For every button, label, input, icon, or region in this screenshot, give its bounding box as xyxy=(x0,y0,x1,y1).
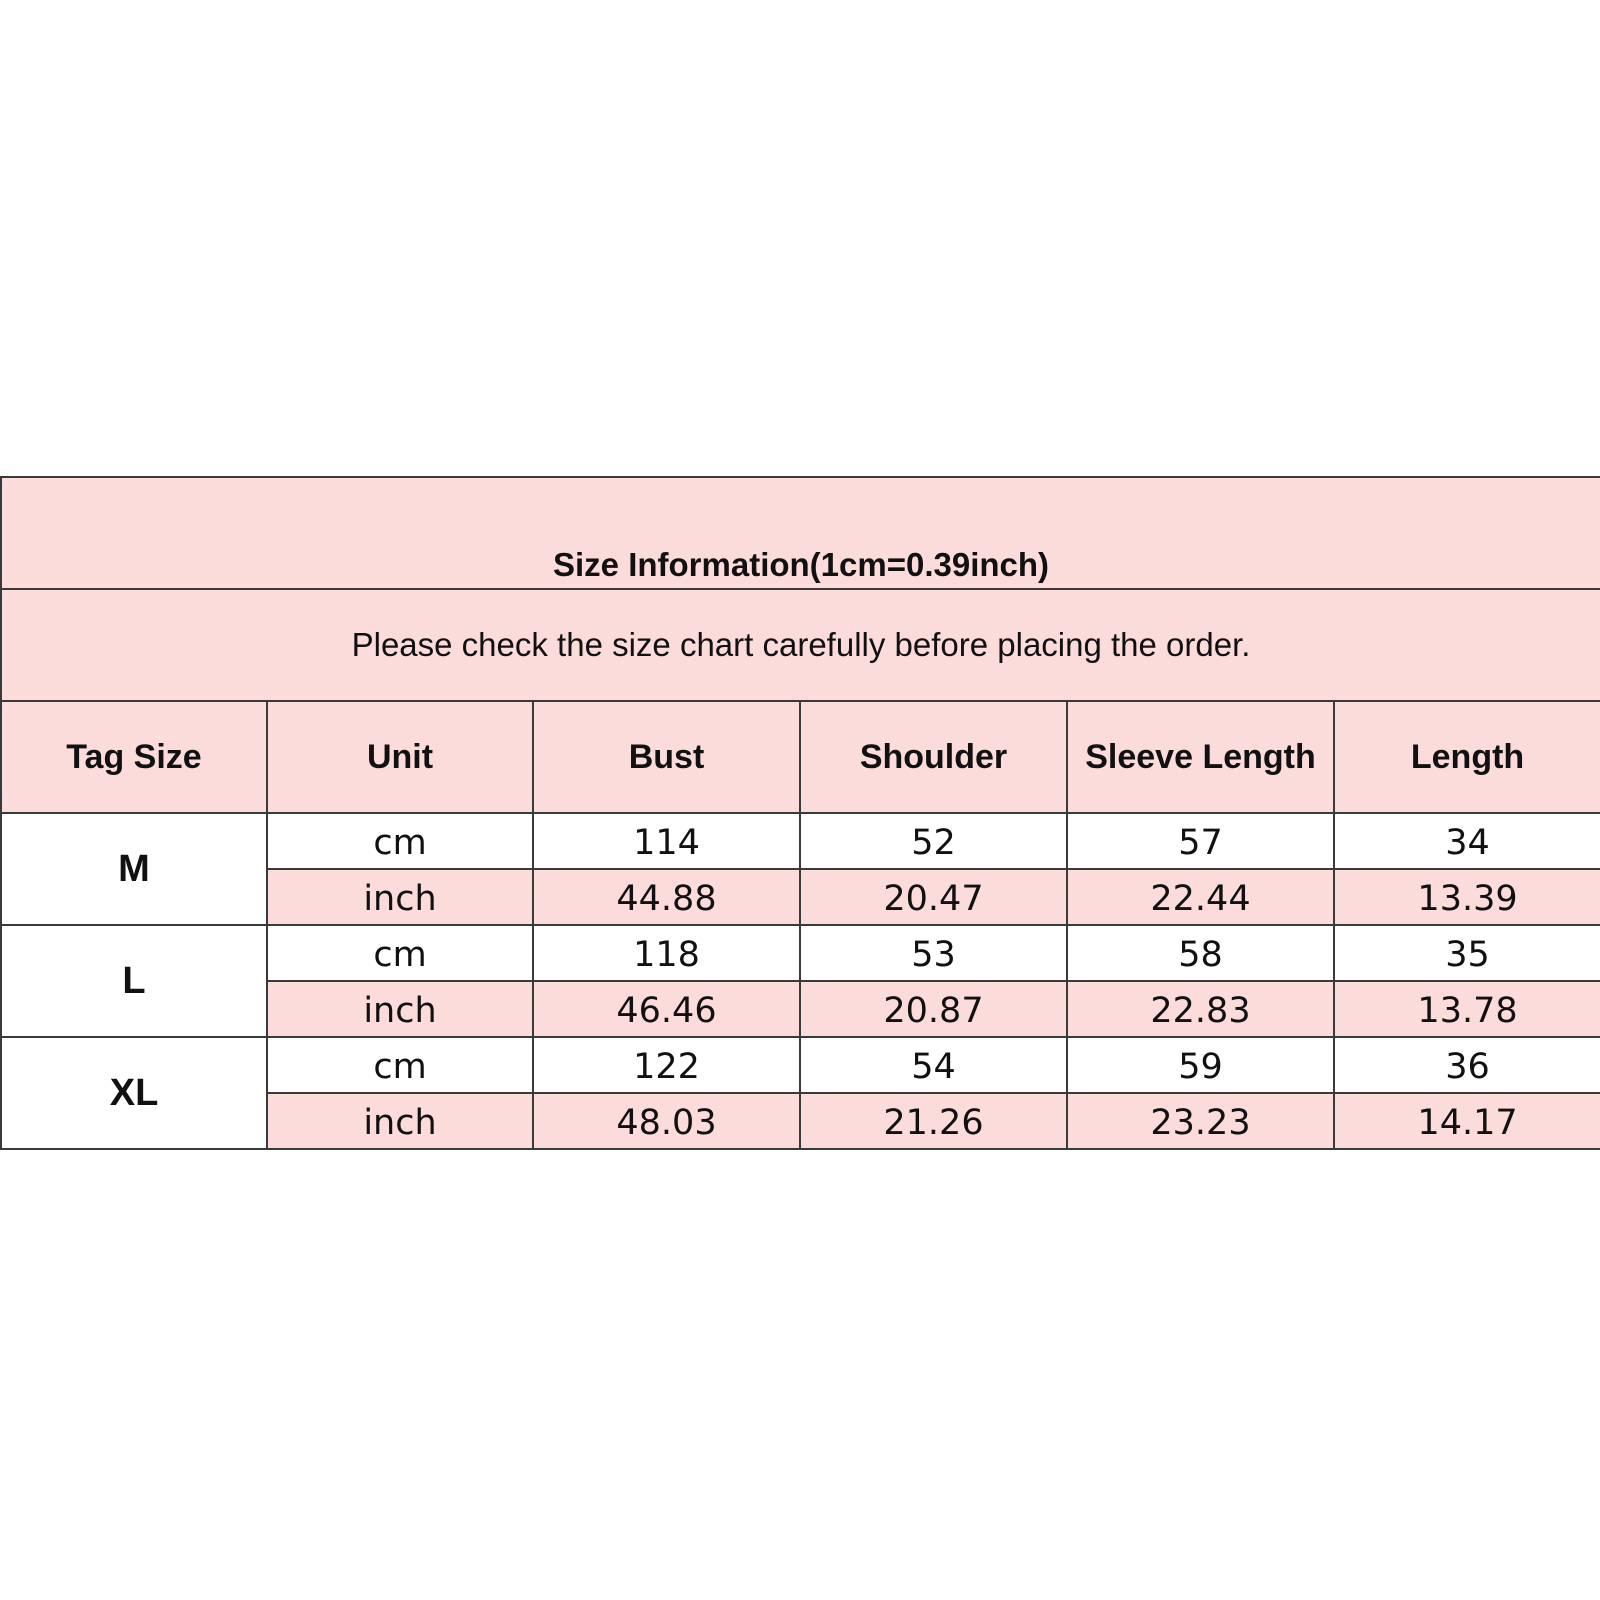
tag-size-cell: L xyxy=(1,925,267,1037)
shoulder-cell: 53 xyxy=(800,925,1067,981)
bust-cell: 46.46 xyxy=(533,981,800,1037)
unit-cell: inch xyxy=(267,981,533,1037)
table-row xyxy=(1,925,1600,981)
shoulder-cell: 54 xyxy=(800,1037,1067,1093)
length-cell: 34 xyxy=(1334,813,1600,869)
header-unit: Unit xyxy=(267,701,533,813)
sleeve-length-cell: 59 xyxy=(1067,1037,1334,1093)
shoulder-cell: 52 xyxy=(800,813,1067,869)
length-cell: 35 xyxy=(1334,925,1600,981)
length-cell: 13.78 xyxy=(1334,981,1600,1037)
tag-size-cell: M xyxy=(1,813,267,925)
size-notice: Please check the size chart carefully before placing the order. xyxy=(1,589,1600,701)
header-sleeve-length: Sleeve Length xyxy=(1067,701,1334,813)
header-shoulder: Shoulder xyxy=(800,701,1067,813)
table-row xyxy=(1,1037,1600,1093)
sleeve-length-cell: 58 xyxy=(1067,925,1334,981)
notice-row xyxy=(1,589,1600,701)
sleeve-length-cell: 22.83 xyxy=(1067,981,1334,1037)
bust-cell: 114 xyxy=(533,813,800,869)
unit-cell: cm xyxy=(267,1037,533,1093)
header-tag-size: Tag Size xyxy=(1,701,267,813)
bust-cell: 122 xyxy=(533,1037,800,1093)
sleeve-length-cell: 22.44 xyxy=(1067,869,1334,925)
sleeve-length-cell: 57 xyxy=(1067,813,1334,869)
shoulder-cell: 20.47 xyxy=(800,869,1067,925)
shoulder-cell: 20.87 xyxy=(800,981,1067,1037)
unit-cell: inch xyxy=(267,1093,533,1149)
table-title: Size Information(1cm=0.39inch) xyxy=(1,477,1600,589)
unit-cell: inch xyxy=(267,869,533,925)
length-cell: 36 xyxy=(1334,1037,1600,1093)
length-cell: 14.17 xyxy=(1334,1093,1600,1149)
length-cell: 13.39 xyxy=(1334,869,1600,925)
header-bust: Bust xyxy=(533,701,800,813)
bust-cell: 44.88 xyxy=(533,869,800,925)
size-chart-table xyxy=(0,476,1600,1150)
header-row xyxy=(1,701,1600,813)
bust-cell: 48.03 xyxy=(533,1093,800,1149)
unit-cell: cm xyxy=(267,925,533,981)
header-length: Length xyxy=(1334,701,1600,813)
tag-size-cell: XL xyxy=(1,1037,267,1149)
bust-cell: 118 xyxy=(533,925,800,981)
sleeve-length-cell: 23.23 xyxy=(1067,1093,1334,1149)
title-row xyxy=(1,477,1600,589)
table-row xyxy=(1,813,1600,869)
shoulder-cell: 21.26 xyxy=(800,1093,1067,1149)
unit-cell: cm xyxy=(267,813,533,869)
